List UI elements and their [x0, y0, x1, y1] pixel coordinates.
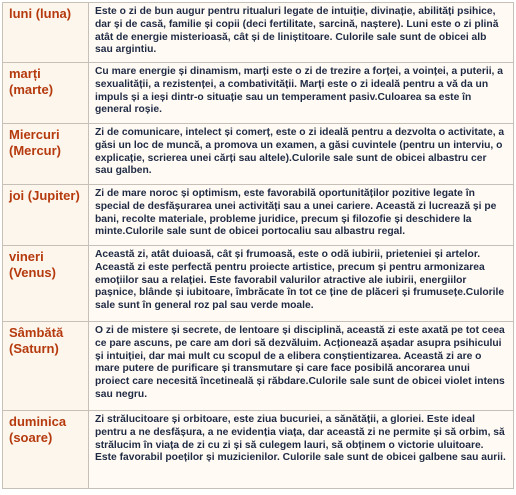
day-description: Cu mare energie și dinamism, marți este o zi de trezire a forței, a voinței, a puterii, a sexualității, a rezistenței, a combativității. Marți este o zi ideală pentru a vă da un impuls și a ieși dintr-o situație sau un temperament pasiv.Culoarea sa este în general roșie.	[95, 66, 504, 116]
table-row	[3, 246, 514, 322]
day-description-cell	[89, 246, 514, 322]
day-name: Sâmbătă	[9, 325, 64, 340]
table-row	[3, 63, 514, 124]
day-label-cell	[3, 124, 89, 185]
day-label-cell	[3, 185, 89, 246]
day-description-cell	[89, 185, 514, 246]
day-name: vineri	[9, 249, 44, 264]
day-description-cell	[89, 124, 514, 185]
day-label-cell	[3, 3, 89, 63]
day-label-cell	[3, 246, 89, 322]
day-name: duminica	[9, 414, 67, 429]
day-description: O zi de mistere și secrete, de lentoare și disciplină, această zi este axată pe tot ceea ce pare ascuns, pe care am dori să dezvăluim. Acționează așadar asupra psihicului și intuiției, dar mai mult cu scopul de a elibera conștientizarea. Această zi are o mare putere de purificare și transmutare și care face posibilă ancorarea unui proiect care necesită încetineală și răbdare.Culorile sale sunt de obicei violet intens sau negru.	[95, 325, 505, 400]
table-row	[3, 411, 514, 489]
day-description: Zi strălucitoare și orbitoare, este ziua bucuriei, a sănătății, a gloriei. Este ideal pentru a ne desfășura, a ne evidenția viața, dar această zi ne permite și să orbim, să strălucim în viața de zi cu zi și să culegem lauri, să obținem o victorie uluitoare. Este favorabil poeților și muzicienilor. Culorile sale sunt de obicei galbene sau aurii.	[95, 414, 506, 464]
table-row	[3, 124, 514, 185]
day-name: marți (marte)	[9, 66, 54, 97]
day-label-cell	[3, 63, 89, 124]
table-row	[3, 322, 514, 411]
day-description-cell	[89, 411, 514, 489]
day-description: Zi de comunicare, intelect și comerț, este o zi ideală pentru a dezvolta o activitate, a găsi un loc de muncă, a promova un examen, a găsi cuvintele (pentru un interviu, o explicație, scrierea unei cărți sau altele).Culorile sale sunt de obicei albastru cer sau galben.	[95, 127, 505, 177]
day-description-cell	[89, 3, 514, 63]
table-row	[3, 185, 514, 246]
day-description-cell	[89, 322, 514, 411]
day-planet: (soare)	[9, 430, 53, 445]
weekdays-table	[2, 2, 514, 489]
day-label-cell	[3, 322, 89, 411]
day-description-cell	[89, 63, 514, 124]
day-planet: (Venus)	[9, 265, 56, 280]
day-planet: (Mercur)	[9, 143, 62, 158]
day-description: Este o zi de bun augur pentru ritualuri legate de intuiție, divinație, abilități psihice, dar și de casă, familie și copii (deci fertilitate, sarcină, naștere). Luni este o zi plină atât de energie misterioasă, cât și de liniștitoare. Culorile sale sunt de obicei alb sau argintiu.	[95, 6, 499, 56]
day-planet: (Saturn)	[9, 341, 59, 356]
day-label-cell	[3, 411, 89, 489]
day-name: luni (luna)	[9, 6, 72, 21]
table-row	[3, 3, 514, 63]
day-description: Această zi, atât duioasă, cât și frumoasă, este o odă iubirii, prieteniei și artelor. Această zi este perfectă pentru proiecte artistice, precum și pentru armonizarea emoțiilor sau a relației. Este favorabil valurilor atractive ale iubirii, energiilor pașnice, blânde și iubitoare, îmbrăcate în tot ce ține de plăceri și frumusețe.Culorile sale sunt în general roz pal sau verde moale.	[95, 249, 505, 312]
day-description: Zi de mare noroc și optimism, este favorabilă oportunităților pozitive legate în special de desfășurarea unei activități sau a unei cariere. Această zi lucrează și pe bani, recolte materiale, probleme juridice, precum și filozofie și deschidere la minte.Culorile sale sunt de obicei portocaliu sau albastru regal.	[95, 188, 497, 238]
day-name: joi (Jupiter)	[9, 188, 80, 203]
day-name: Miercuri	[9, 127, 60, 142]
